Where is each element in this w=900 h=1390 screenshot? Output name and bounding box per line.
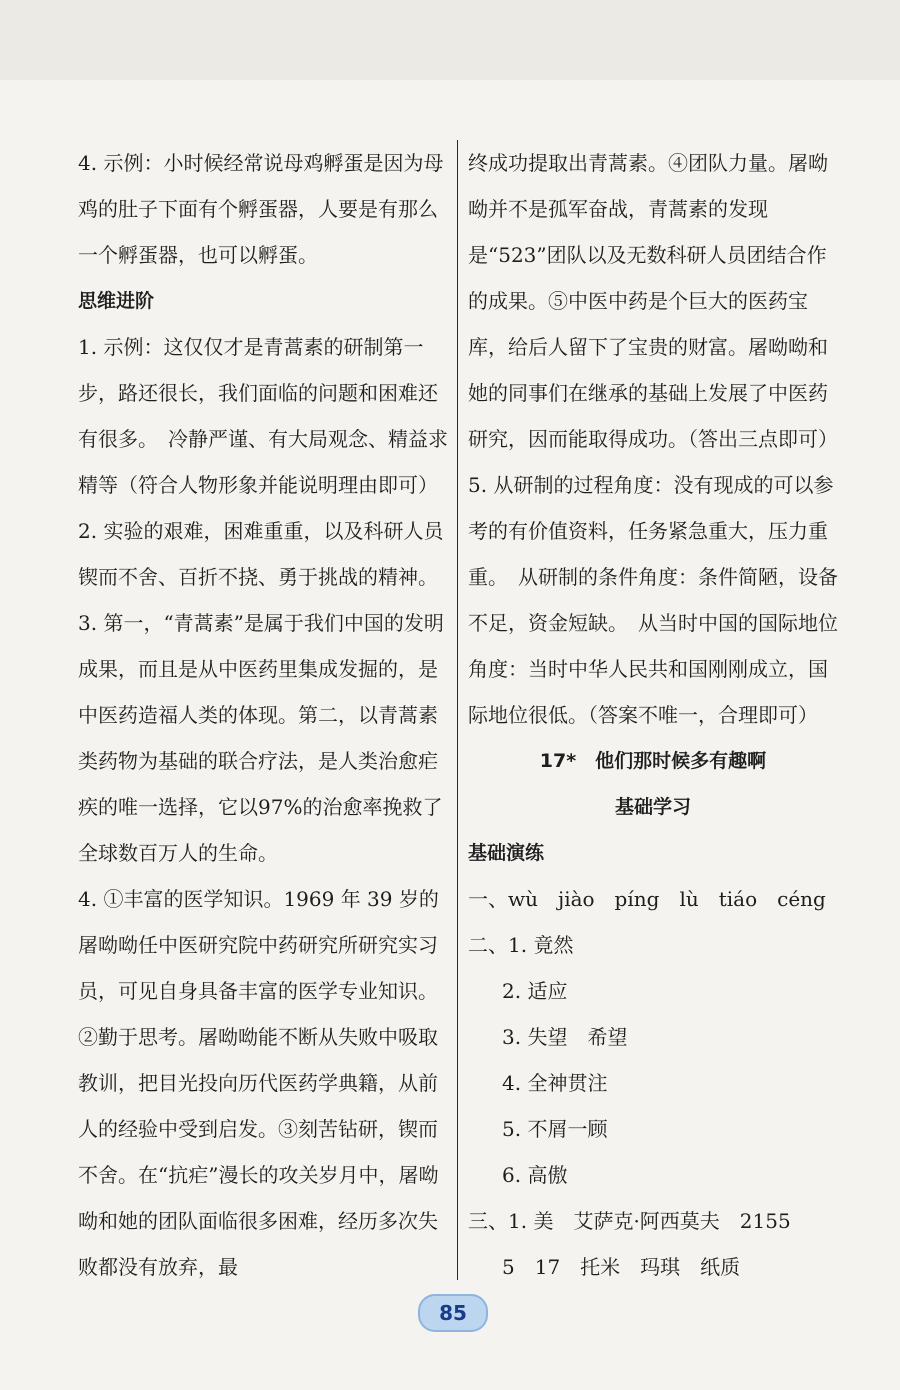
column-divider — [457, 140, 458, 1280]
answer-5: 5. 从研制的过程角度：没有现成的可以参考的有价值资料，任务紧急重大，压力重重。 从研制的条件角度：条件简陋，设备不足，资金短缺。 从当时中国的国际地位角度：当时中华人民共和国刚刚成立，国际地位很低。（答案不唯一，合理即可） — [468, 473, 838, 727]
answer-2: 2. 实验的艰难，困难重重，以及科研人员锲而不舍、百折不挠、勇于挑战的精神。 — [78, 519, 444, 589]
watermark-logo — [720, 1300, 890, 1348]
answer-4-continued: 终成功提取出青蒿素。④团队力量。屠呦呦并不是孤军奋战，青蒿素的发现是“523”团队以及无数科研人员团结合作的成果。⑤中医中药是个巨大的医药宝库，给后人留下了宝贵的财富。屠呦呦和她的同事们在继承的基础上发展了中医药研究，因而能取得成功。（答出三点即可） — [468, 151, 838, 451]
answer-4: 4. ①丰富的医学知识。1969 年 39 岁的屠呦呦任中医研究院中药研究所研究实习员，可见自身具备丰富的医学专业知识。②勤于思考。屠呦呦能不断从失败中吸取教训，把目光投向历代医药学典籍，从前人的经验中受到启发。③刻苦钻研，锲而不舍。在“抗疟”漫长的攻关岁月中，屠呦呦和她的团队面临很多困难，经历多次失败都没有放弃，最 — [78, 887, 439, 1279]
answer-1: 1. 示例：这仅仅才是青蒿素的研制第一步，路还很长，我们面临的问题和困难还有很多。 冷静严谨、有大局观念、精益求精等（符合人物形象并能说明理由即可） — [78, 335, 448, 497]
lesson-title: 17* 他们那时候多有趣啊 — [539, 750, 767, 772]
vocab-answer-6: 6. 高傲 — [502, 1163, 568, 1187]
page-number: 85 — [418, 1294, 488, 1332]
section-heading-practice: 基础演练 — [468, 842, 545, 864]
top-margin — [0, 0, 900, 80]
vocab-answer-5: 5. 不屑一顾 — [502, 1117, 608, 1141]
answer-4-example: 4. 示例：小时候经常说母鸡孵蛋是因为母鸡的肚子下面有个孵蛋器，人要是有那么一个孵蛋器，也可以孵蛋。 — [78, 151, 444, 267]
info-answer-1: 三、1. 美 艾萨克·阿西莫夫 2155 — [468, 1209, 791, 1233]
vocab-answer-3: 3. 失望 希望 — [502, 1025, 628, 1049]
vocab-answer-2: 2. 适应 — [502, 979, 568, 1003]
answer-3: 3. 第一，“青蒿素”是属于我们中国的发明成果，而且是从中医药里集成发掘的，是中医药造福人类的体现。第二，以青蒿素类药物为基础的联合疗法，是人类治愈疟疾的唯一选择，它以97%的治愈率挽救了全球数百万人的生命。 — [78, 611, 444, 865]
section-title-basic: 基础学习 — [614, 796, 691, 818]
right-column — [468, 140, 838, 1290]
vocab-answer-4: 4. 全神贯注 — [502, 1071, 608, 1095]
watermark-site — [735, 1350, 895, 1380]
pinyin-answers: 一、wù jiào píng lù tiáo céng — [468, 887, 826, 911]
info-answer-2: 5 17 托米 玛琪 纸质 — [502, 1255, 741, 1279]
vocab-answer-1: 二、1. 竟然 — [468, 933, 574, 957]
section-heading-thinking: 思维进阶 — [78, 290, 155, 312]
left-column — [78, 140, 448, 1290]
